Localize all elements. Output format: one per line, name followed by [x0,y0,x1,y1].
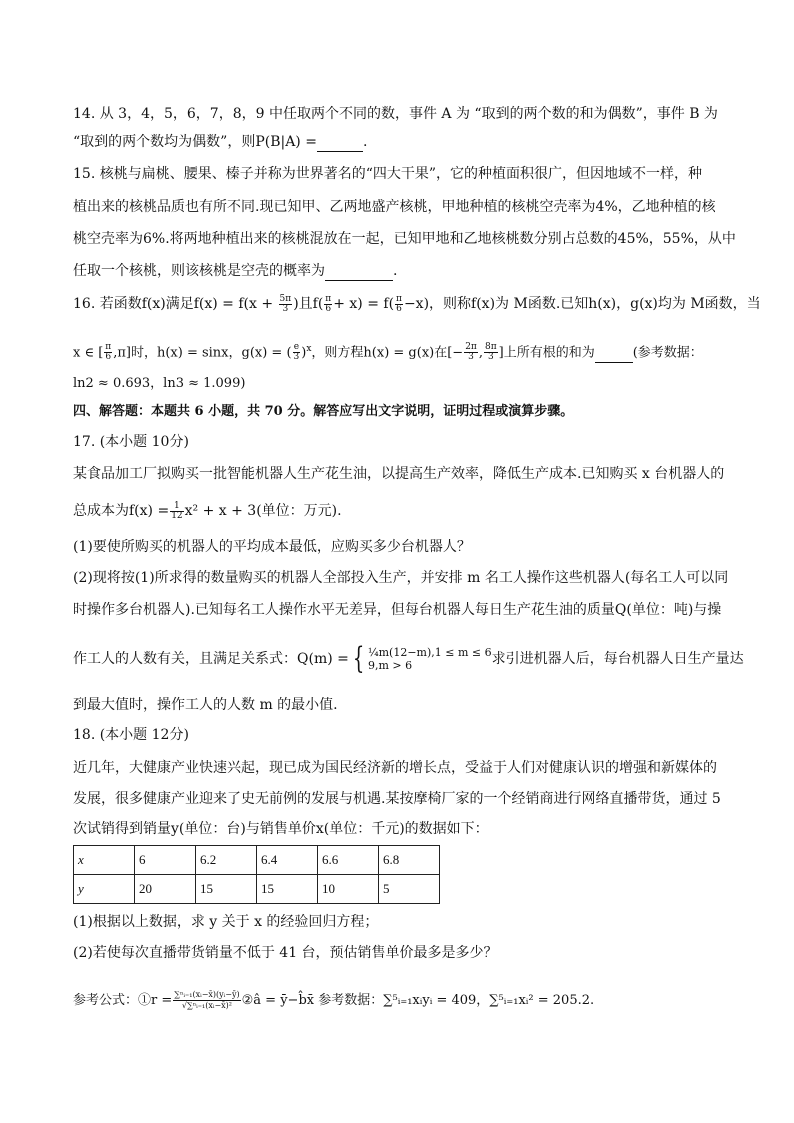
fraction [484,343,498,362]
frac-num: 8π [485,342,497,353]
q17-sub1: (1)要使所购买的机器人的平均成本最低，应购买多少台机器人？ [73,539,471,555]
frac-den: 3 [468,352,474,363]
q15-line4b: . [393,263,398,279]
table-cell: 6 [135,846,196,875]
q16-p2: )且f( [293,296,324,312]
q15-line4a: 任取一个核桃，则该核桃是空壳的概率为 [73,263,325,279]
q14-line2a: “取到的两个数均为偶数”，则P(B|A) = [73,134,317,150]
fraction [324,295,332,314]
q17-sub2-line4: 到最大值时，操作工人的人数 m 的最小值. [73,697,338,713]
frac-den: 3 [293,352,300,363]
frac-den: 6 [396,303,402,314]
frac-den: 6 [105,352,112,363]
q16-line2 [73,339,703,363]
q16-l2e: , [478,345,483,361]
q17-sub2-line2: 时操作多台机器人).已知每名工人操作水平无差异，但每台机器人每日生产花生油的质量Q(单位：吨)与操 [73,602,722,618]
q18-line1: 近几年，大健康产业快速兴起，现已成为国民经济新的增长点，受益于人们对健康认识的增强和新媒体的 [73,760,717,776]
q16-p4: −x)，则称f(x)为 M函数.已知h(x)，g(x)均为 M函数，当 [403,296,761,312]
table-cell: 6.8 [379,846,440,875]
answer-blank [317,137,363,152]
ref-formula-b: ②â = ȳ−b̂x̄ 参考数据：∑⁵ᵢ₌₁xᵢyᵢ = 409，∑⁵ᵢ₌₁xᵢ² = 205.2. [241,993,595,1008]
q17-line2a: 总成本为f(x) = [73,503,170,519]
q16-l2d: ，则方程h(x) = g(x)在[− [311,345,464,361]
brace-glyph: { [352,641,365,676]
fraction [279,295,293,314]
answer-blank [325,266,393,281]
table-cell: 5 [379,875,440,904]
q18-line3: 次试销得到销量y(单位：台)与销售单价x(单位：千元)的数据如下： [73,821,489,837]
ref-formula-a: 参考公式：①r = [73,993,173,1008]
fraction [170,502,183,521]
q17-line1: 某食品加工厂拟购买一批智能机器人生产花生油，以提高生产效率，降低生产成本.已知购买 x 台机器人的 [73,466,725,482]
table-row [74,875,440,904]
frac-num: 2π [465,342,477,353]
fraction [173,990,240,1011]
q18-reference [73,990,594,1011]
frac-num: π [396,293,402,304]
q17-line2 [73,501,342,521]
table-cell: 15 [257,875,318,904]
q18-sub2: (2)若使每次直播带货销量不低于 41 台，预估销售单价最多是多少？ [73,945,498,961]
frac-num: 1 [170,502,183,512]
frac-num: 5π [279,293,292,304]
q16-l2f: ]上所有根的和为 [498,345,595,361]
case-1: ¼m(12−m),1 ≤ m ≤ 6 [367,646,492,659]
frac-num: ∑ⁿᵢ₌₁(xᵢ−x̄)(yᵢ−ȳ) [174,990,240,999]
table-row [74,846,440,875]
frac-den: 6 [325,303,332,314]
q17-sub2l3a: 作工人的人数有关，且满足关系式：Q(m) = [73,651,349,667]
q16-p1: 16. 若函数f(x)满足f(x) = f(x + [73,296,274,312]
piecewise [349,641,492,676]
q17-header: 17. (本小题 10分) [73,434,189,450]
fraction [293,343,301,362]
table-cell: y [74,875,135,904]
piecewise-cases [368,646,492,672]
q14-line2b: . [362,134,368,150]
case-2: 9,m > 6 [367,659,413,672]
q17-line2b: x² + x + 3(单位：万元). [184,503,342,519]
q14-line1: 14. 从 3，4，5，6，7，8，9 中任取两个不同的数，事件 A 为 “取到的两个数的和为偶数”，事件 B 为 [73,106,718,122]
table-cell: 15 [196,875,257,904]
answer-blank [595,348,633,363]
q16-l2a: x ∈ [ [73,345,104,361]
frac-den: 3 [487,352,494,363]
exponent: x [306,344,312,354]
table-cell: 6.2 [196,846,257,875]
fraction [464,343,478,362]
frac-den: √∑ⁿᵢ₌₁(xᵢ−x̄)² [181,1001,232,1010]
q15-line4 [73,261,397,281]
q14-line2 [73,132,367,152]
frac-den: 12 [171,510,183,521]
section-heading: 四、解答题：本题共 6 小题，共 70 分。解答应写出文字说明，证明过程或演算步骤。 [73,404,574,419]
q18-line2: 发展，很多健康产业迎来了史无前例的发展与机遇.某按摩椅厂家的一个经销商进行网络直播带货，通过 5 [73,791,721,807]
q15-line1: 15. 核桃与扁桃、腰果、榛子并称为世界著名的“四大干果”，它的种植面积很广，但因地域不一样，种 [73,166,703,182]
q18-header: 18. (本小题 12分) [73,727,189,743]
q16-l2c: ) [301,345,307,361]
q16-l2g: (参考数据： [632,345,703,361]
frac-num: π [105,342,112,353]
q15-line2: 植出来的核桃品质也有所不同.现已知甲、乙两地盛产核桃，甲地种植的核桃空壳率为4%，乙地种植的核 [73,199,716,215]
q16-line3: ln2 ≈ 0.693，ln3 ≈ 1.099) [73,376,246,391]
q15-line3: 桃空壳率为6%.将两地种植出来的核桃混放在一起，已知甲地和乙地核桃数分别占总数的45%，55%，从中 [73,231,736,247]
q18-sub1: (1)根据以上数据，求 y 关于 x 的经验回归方程； [73,914,379,930]
table-cell: 6.6 [318,846,379,875]
frac-num: π [325,293,332,304]
q16-p3: + x) = f( [333,296,395,312]
fraction [104,343,112,362]
q16-l2b: ,π]时，h(x) = sinx，g(x) = ( [113,345,292,361]
frac-den: 3 [282,303,289,314]
q16-line1 [73,294,761,314]
table-cell: x [74,846,135,875]
q17-sub2l3b: 求引进机器人后，每台机器人日生产量达 [491,651,744,667]
table-cell: 6.4 [257,846,318,875]
table-cell: 20 [135,875,196,904]
table-cell: 10 [318,875,379,904]
data-table [73,845,440,904]
fraction [395,295,403,314]
q17-sub2-line1: (2)现将按(1)所求得的数量购买的机器人全部投入生产，并安排 m 名工人操作这些机器人(每名工人可以同 [73,570,729,586]
q17-sub2-line3 [73,641,744,676]
frac-num: e [293,342,300,353]
